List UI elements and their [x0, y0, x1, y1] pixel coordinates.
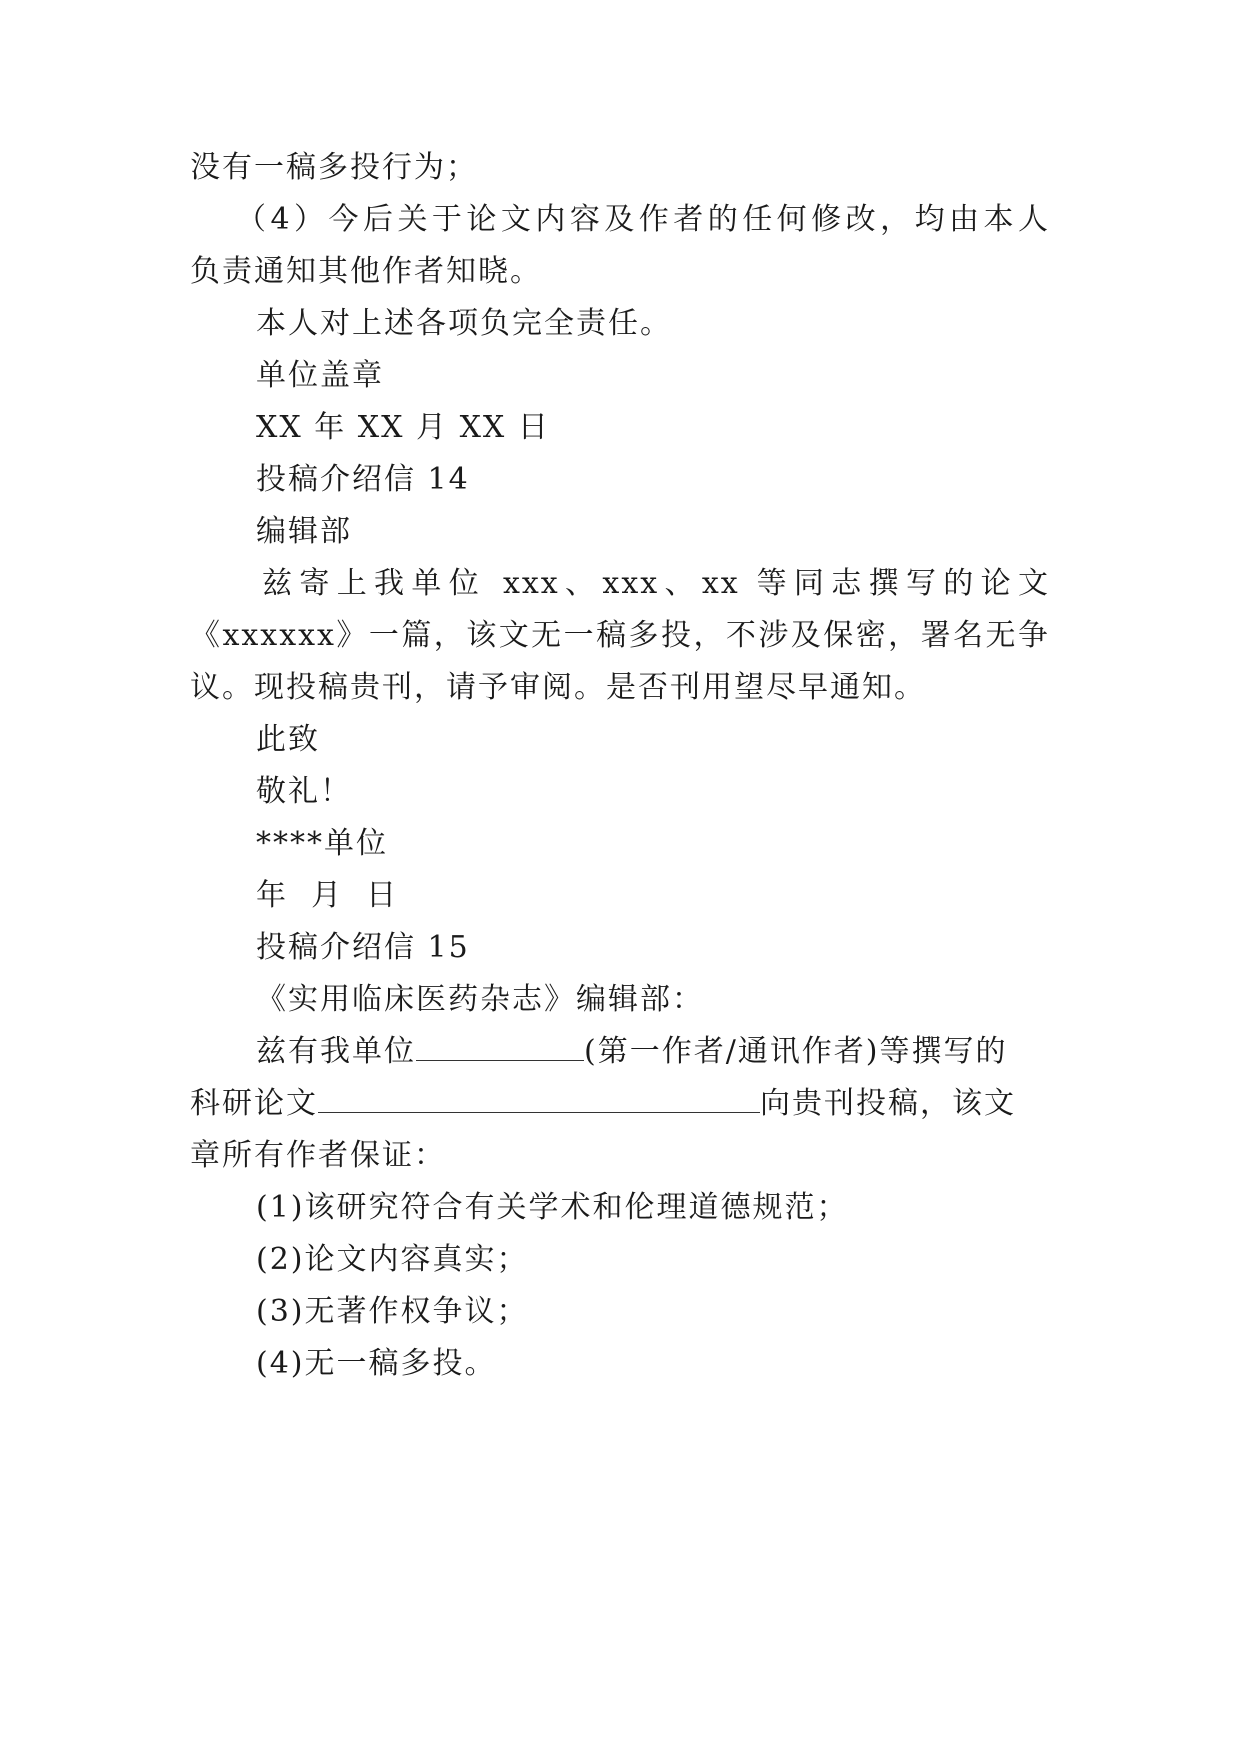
section-title: 投稿介绍信 14 — [256, 462, 470, 497]
paragraph-text: (第一作者/通讯作者)等撰写的 — [584, 1034, 1008, 1069]
paragraph-text: 科研论文 — [190, 1086, 318, 1121]
paragraph-line — [190, 1084, 1016, 1124]
signature-line: ****单位 — [256, 826, 388, 861]
paragraph-text: 向贵刊投稿，该文 — [760, 1086, 1016, 1121]
blank-field — [318, 1086, 760, 1113]
paragraph-line: 《xxxxxx》一篇，该文无一稿多投，不涉及保密，署名无争 — [190, 618, 1050, 653]
paragraph-text: 兹有我单位 — [256, 1034, 416, 1069]
list-item: (3)无著作权争议； — [256, 1294, 529, 1329]
paragraph-line: 本人对上述各项负完全责任。 — [256, 306, 672, 341]
recipient-line: 编辑部 — [256, 514, 352, 549]
paragraph-line: 兹寄上我单位 xxx、xxx、xx 等同志撰写的论文 — [262, 566, 1050, 601]
blank-field — [416, 1034, 584, 1061]
paragraph-line: 章所有作者保证： — [190, 1138, 446, 1173]
section-title: 投稿介绍信 15 — [256, 930, 470, 965]
paragraph-line: 没有一稿多投行为； — [190, 150, 478, 185]
closing-line: 敬礼！ — [256, 774, 352, 809]
list-item: (4)无一稿多投。 — [256, 1346, 497, 1381]
paragraph-line: （4）今后关于论文内容及作者的任何修改，均由本人 — [236, 202, 1050, 237]
list-item: (2)论文内容真实； — [256, 1242, 529, 1277]
date-line: 年 月 日 — [256, 878, 399, 913]
list-item: (1)该研究符合有关学术和伦理道德规范； — [256, 1190, 849, 1225]
seal-line: 单位盖章 — [256, 358, 384, 393]
paragraph-line: 负责通知其他作者知晓。 — [190, 254, 542, 289]
paragraph-line — [256, 1032, 1008, 1072]
date-line: XX 年 XX 月 XX 日 — [256, 410, 550, 445]
recipient-line: 《实用临床医药杂志》编辑部： — [256, 982, 704, 1017]
closing-line: 此致 — [256, 722, 320, 757]
paragraph-line: 议。现投稿贵刊，请予审阅。是否刊用望尽早通知。 — [190, 670, 926, 705]
